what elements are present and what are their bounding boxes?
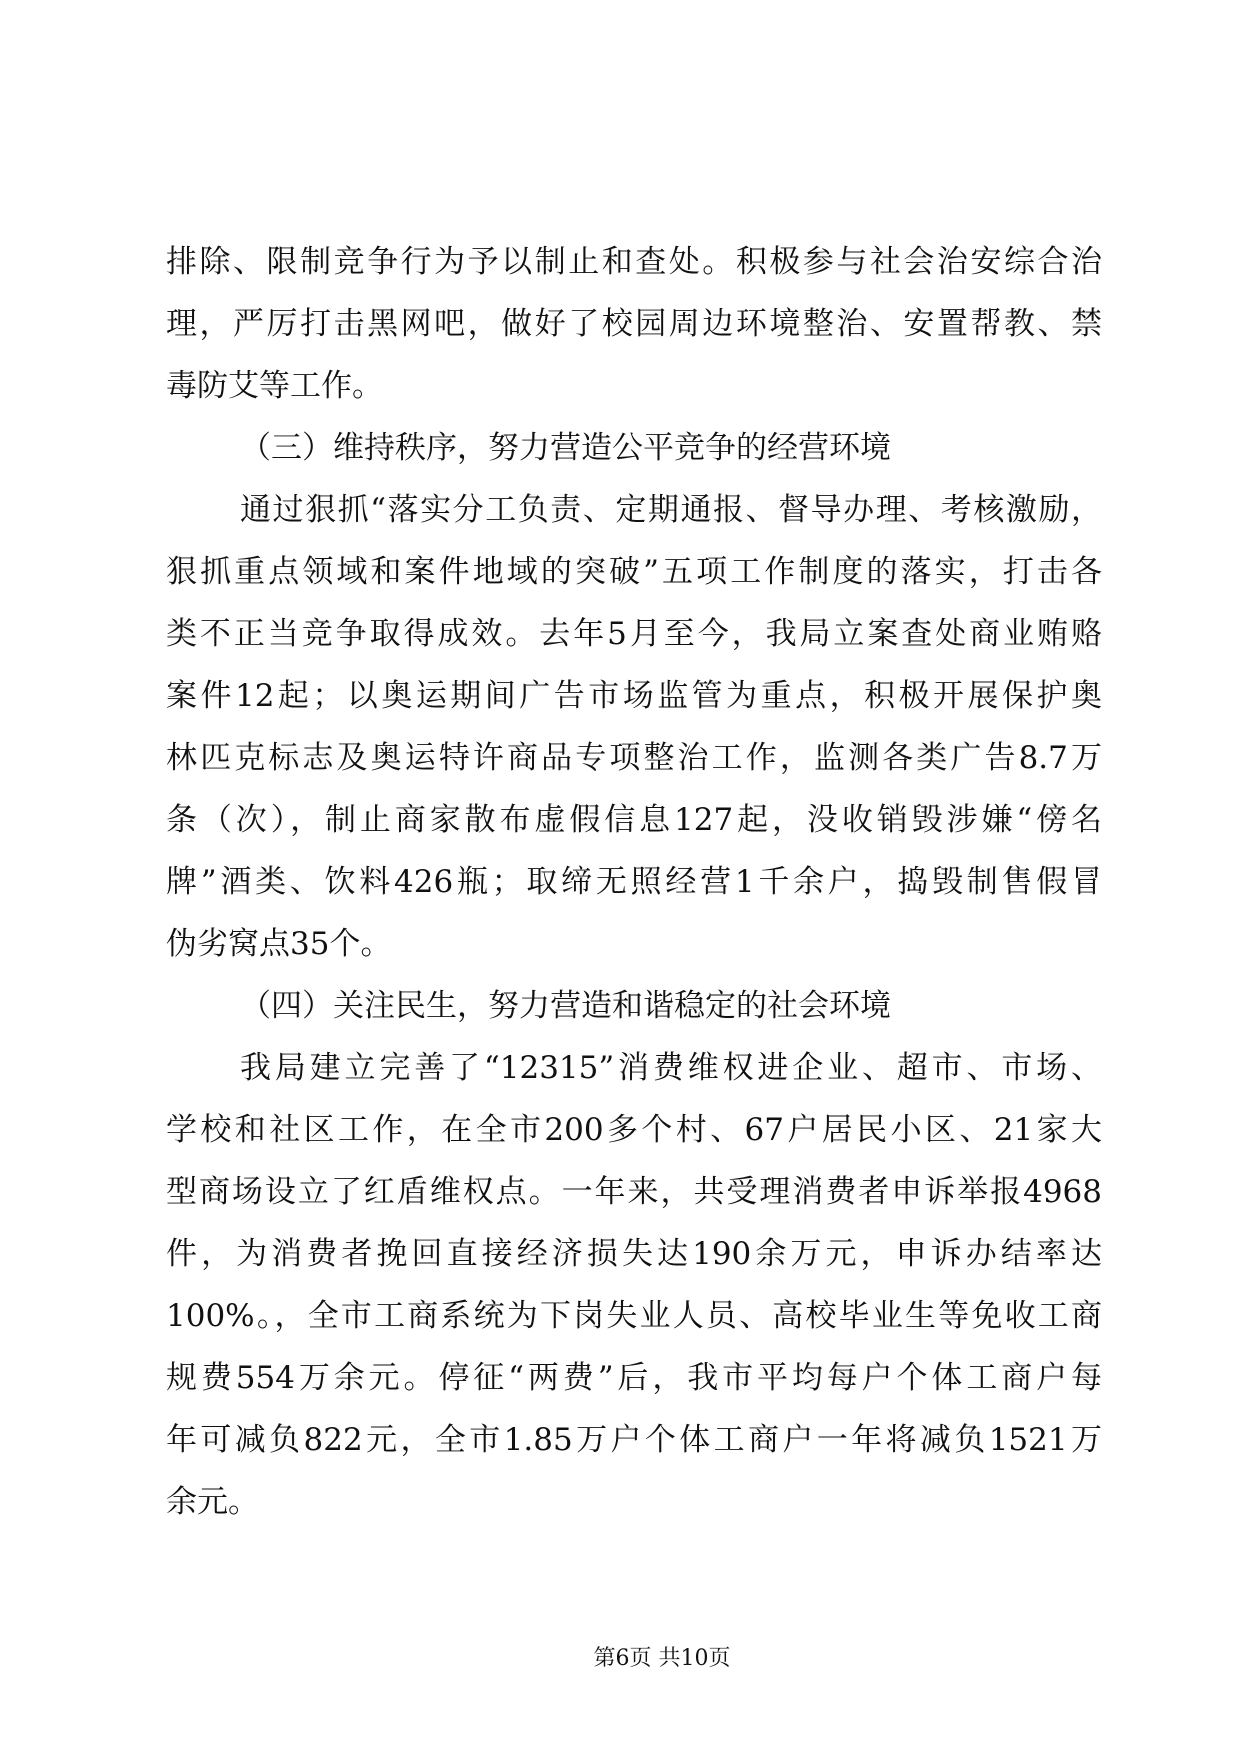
paragraph-line: 件，为消费者挽回直接经济损失达190余万元，申诉办结率达 — [166, 1236, 1102, 1272]
paragraph-line: 条（次），制止商家散布虚假信息127起，没收销毁涉嫌“傍名 — [166, 802, 1102, 838]
paragraph-line: 年可减负822元，全市1.85万户个体工商户一年将减负1521万 — [166, 1422, 1102, 1458]
paragraph-line: 毒防艾等工作。 — [166, 368, 383, 404]
paragraph-line: 类不正当竞争取得成效。去年5月至今，我局立案查处商业贿赂 — [166, 616, 1102, 652]
paragraph-line: 理，严厉打击黑网吧，做好了校园周边环境整治、安置帮教、禁 — [166, 306, 1102, 342]
paragraph-line: 排除、限制竞争行为予以制止和查处。积极参与社会治安综合治 — [166, 244, 1102, 280]
paragraph-line: 100%。，全市工商系统为下岗失业人员、高校毕业生等免收工商 — [166, 1298, 1102, 1334]
paragraph-line: 案件12起；以奥运期间广告市场监管为重点，积极开展保护奥 — [166, 678, 1102, 714]
paragraph-line: 型商场设立了红盾维权点。一年来，共受理消费者申诉举报4968 — [166, 1174, 1102, 1210]
paragraph-line: 规费554万余元。停征“两费”后，我市平均每户个体工商户每 — [166, 1360, 1102, 1396]
paragraph-line: 我局建立完善了“12315”消费维权进企业、超市、市场、 — [240, 1050, 1102, 1086]
section-heading-4: （四）关注民生，努力营造和谐稳定的社会环境 — [240, 988, 891, 1024]
paragraph-line: 通过狠抓“落实分工负责、定期通报、督导办理、考核激励， — [240, 492, 1102, 528]
paragraph-line: 伪劣窝点35个。 — [166, 926, 392, 962]
paragraph-line: 牌”酒类、饮料426瓶；取缔无照经营1千余户，捣毁制售假冒 — [166, 864, 1102, 900]
paragraph-line: 狠抓重点领域和案件地域的突破”五项工作制度的落实，打击各 — [166, 554, 1102, 590]
page-number-footer: 第6页 共10页 — [593, 1646, 731, 1671]
paragraph-line: 学校和社区工作，在全市200多个村、67户居民小区、21家大 — [166, 1112, 1102, 1148]
section-heading-3: （三）维持秩序，努力营造公平竞争的经营环境 — [240, 430, 891, 466]
paragraph-line: 余元。 — [166, 1484, 259, 1520]
paragraph-line: 林匹克标志及奥运特许商品专项整治工作，监测各类广告8.7万 — [166, 740, 1102, 776]
